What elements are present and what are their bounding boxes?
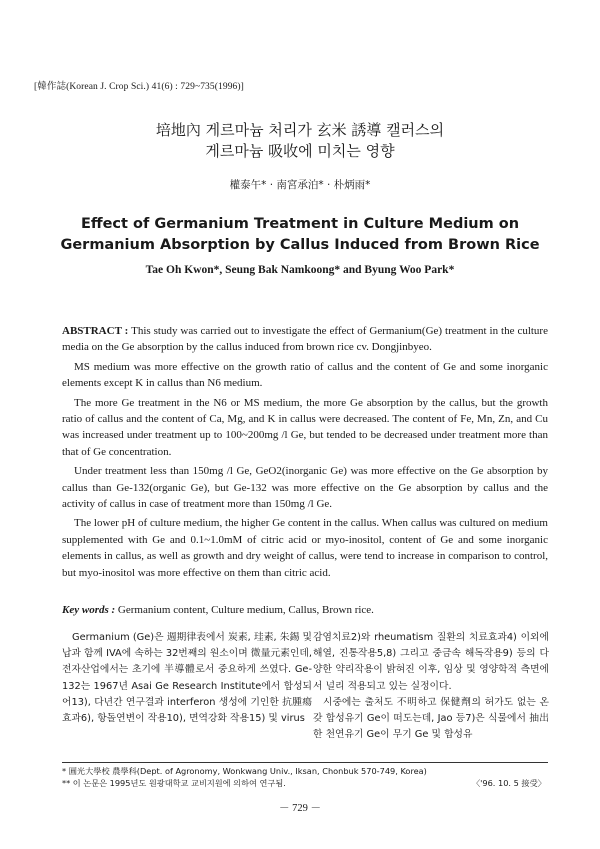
abstract: [62, 323, 548, 584]
body-column-right: [313, 630, 549, 743]
journal-citation: [韓作誌(Korean J. Crop Sci.) 41(6) : 729~735(1996)]: [34, 82, 244, 92]
keywords-label: Key words :: [62, 604, 116, 616]
page-number: － 729 －: [279, 803, 321, 814]
abstract-paragraph-4: Under treatment less than 150mg /l Ge, GeO2(inorganic Ge) was more effective on the Ge absorption by callus than Ge-132(organic Ge), but Ge-132 was more effective on the Ge absorption by callus and the activity of callus in case of treatment more than 150mg /l Ge.: [62, 465, 548, 511]
abstract-paragraph-5: The lower pH of culture medium, the higher Ge content in the callus. When callus was cultured on medium supplemented with Ge and 0.1~1.0mM of citric acid or myo-inositol, content of Ge and some inorganic elements in callus, as well as growth and dry weight of callus, were tend to increase in comparison to control, but myo-inositol was more effective on them than citric acid.: [62, 517, 548, 579]
body-right-paragraph-1: 감염치료2)와 rheumatism 질환의 치료효과4) 이외에 해열, 진통작용5,8) 그리고 중금속 해독작용9) 등의 다양한 약리작용이 밝혀진 이후, 임상 및 영양학적 측면에서 널리 적용되고 있는 실정이다.: [313, 632, 549, 692]
abstract-paragraph-2: MS medium was more effective on the growth ratio of callus and the content of Ge and some inorganic elements except K in callus than N6 medium.: [62, 360, 548, 390]
korean-title-line2: 게르마늄 吸收에 미치는 영향: [205, 142, 395, 160]
body-left-paragraph: Germanium (Ge)은 週期律表에서 炭素, 珪素, 朱錫 및 납과 함께 IVA에 속하는 32번째의 원소이며 微量元素인데, 전자산업에서는 초기에 半導體로서 중요하게 쓰였다. Ge-132는 1967년 Asai Ge Research Institute에서 합성되어13), 다년간 연구결과 interferon 생성에 기인한 抗腫瘍 효과6), 항돌연변이 작용10), 면역강화 작용15) 및 virus: [62, 632, 313, 725]
abstract-paragraph-3: The more Ge treatment in the N6 or MS medium, the more Ge absorption by the callus, but the growth ratio of callus and the content of Ca, Mg, and K in callus were decreased. The content of Fe, Mn, Zn, and Cu was increased under treatment up to 100~200mg /l Ge, but tended to be decreased under treatment more than that of Ge concentration.: [62, 396, 548, 458]
abstract-label: ABSTRACT :: [62, 325, 129, 337]
body-column-left: [62, 630, 312, 727]
english-title-line2: Germanium Absorption by Callus Induced from Brown Rice: [60, 237, 540, 253]
received-date: 〈'96. 10. 5 接受〉: [471, 778, 546, 788]
korean-authors: 權泰午* · 南宮承泊* · 朴炳雨*: [229, 179, 371, 191]
english-authors: Tae Oh Kwon*, Seung Bak Namkoong* and Byung Woo Park*: [145, 264, 455, 276]
english-title-line1: Effect of Germanium Treatment in Culture Medium on: [80, 216, 520, 232]
abstract-paragraph-1: [62, 323, 548, 356]
body-right-paragraph-2: 시중에는 출처도 不明하고 保健劑의 허가도 없는 온갖 합성유기 Ge이 떠도는데, Jao 등7)은 식물에서 抽出한 천연유기 Ge이 무기 Ge 및 합성유: [313, 696, 549, 741]
korean-title-line1: 培地內 게르마늄 처리가 玄米 誘導 캘러스의: [155, 121, 445, 139]
keywords-text: Germanium content, Culture medium, Callus, Brown rice.: [117, 604, 374, 616]
keywords: [62, 604, 548, 616]
footnote-divider: [62, 762, 548, 763]
abstract-p1-text: This study was carried out to investigate the effect of Germanium(Ge) treatment in the culture media on the Ge absorption by the callus induced from brown rice cv. Dongjinbyeo.: [62, 325, 548, 354]
footnote-funding: ** 이 논문은 1995년도 원광대학교 교비지원에 의하여 연구됨.: [62, 778, 286, 788]
footnote-affiliation: * 圓光大學校 農學科(Dept. of Agronomy, Wonkwang Univ., Iksan, Chonbuk 570-749, Korea): [62, 766, 427, 776]
